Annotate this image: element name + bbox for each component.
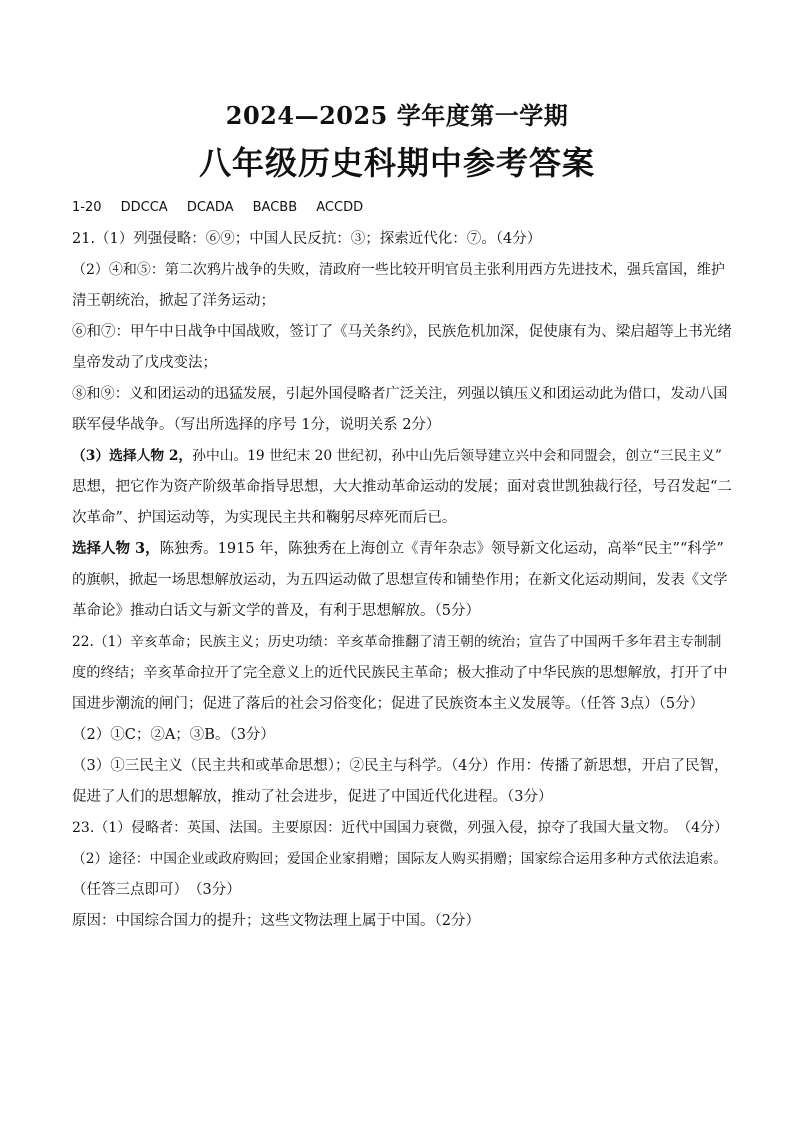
answer-line: （3）①三民主义（民主共和或革命思想）；②民主与科学。（4分）作用：传播了新思想，开启了民智， [72, 758, 729, 774]
answer-line: 联军侵华战争。（写出所选择的序号 1分，说明关系 2分） [72, 417, 441, 433]
person-2-text: 孙中山。19 世纪末 20 世纪初，孙中山先后领导建立兴中会和同盟会，创立“三民主义” [192, 448, 722, 464]
answer-line: （2）④和⑤：第二次鸦片战争的失败，清政府一些比较开明官员主张利用西方先进技术，强兵富国，维护 [72, 262, 725, 278]
term-title: 2024—2025 学年度第一学期 [225, 101, 569, 130]
answer-line: 21.（1）列强侵略：⑥⑨；中国人民反抗：③；探索近代化：⑦。（4分） [72, 231, 542, 247]
answer-line: 促进了人们的思想解放，推动了社会进步，促进了中国近代化进程。（3分） [72, 789, 553, 805]
answer-line: 23.（1）侵略者：英国、法国。主要原因：近代中国国力衰微，列强入侵，掠夺了我国大量文物。 （4分） [72, 820, 729, 836]
answer-content [72, 196, 732, 940]
answer-line: 22.（1）辛亥革命；民族主义；历史功绩：辛亥革命推翻了清王朝的统治；宣告了中国两千多年君主专制制 [72, 634, 722, 650]
answer-line: （2）途径：中国企业或政府购回；爱国企业家捐赠；国际友人购买捐赠；国家综合运用多种方式依法追索。 [72, 851, 728, 867]
answer-line: 次革命”、护国运动等，为实现民主共和鞠躬尽瘁死而后已。 [72, 510, 457, 526]
answer-line: 思想，把它作为资产阶级革命指导思想，大大推动革命运动的发展；面对袁世凯独裁行径，号召发起“二 [72, 479, 732, 495]
answer-line-person-2 [72, 444, 732, 475]
answer-line-person-3 [72, 537, 732, 568]
person-3-label: 选择人物 3， [72, 540, 160, 557]
answer-line: 革命论》推动白话文与新文学的普及，有利于思想解放。（5分） [72, 603, 480, 619]
answer-line: 清王朝统治，掀起了洋务运动； [72, 293, 275, 309]
document-title: 八年级历史科期中参考答案 [198, 144, 595, 182]
multiple-choice-answers: 1-20 DDCCA DCADA BACBB ACCDD [72, 200, 364, 215]
answer-line: 国进步潮流的闸门；促进了落后的社会习俗变化；促进了民族资本主义发展等。（任答 3点）（5分） [72, 696, 705, 712]
answer-line: 原因：中国综合国力的提升；这些文物法理上属于中国。（2分） [72, 913, 480, 929]
answer-line: 度的终结；辛亥革命拉开了完全意义上的近代民族民主革命；极大推动了中华民族的思想解放，打开了中 [72, 665, 728, 681]
answer-line: 的旗帜，掀起一场思想解放运动，为五四运动做了思想宣传和铺垫作用；在新文化运动期间，发表《文学 [72, 572, 728, 588]
person-3-text: 陈独秀。1915 年，陈独秀在上海创立《青年杂志》领导新文化运动，高举“民主”“科学” [159, 541, 724, 557]
answer-line: （2）①C；②A；③B。（3分） [72, 727, 275, 743]
answer-line: （任答三点即可） （3分） [72, 882, 241, 898]
answer-line: ⑧和⑨：义和团运动的迅猛发展，引起外国侵略者广泛关注，列强以镇压义和团运动此为借口，发动八国 [72, 386, 728, 402]
answer-line: ⑥和⑦：甲午中日战争中国战败，签订了《马关条约》，民族危机加深，促使康有为、梁启超等上书光绪 [72, 324, 732, 340]
answer-line: 皇帝发动了戊戌变法； [72, 355, 217, 371]
person-2-label: （3）选择人物 2， [72, 448, 193, 464]
